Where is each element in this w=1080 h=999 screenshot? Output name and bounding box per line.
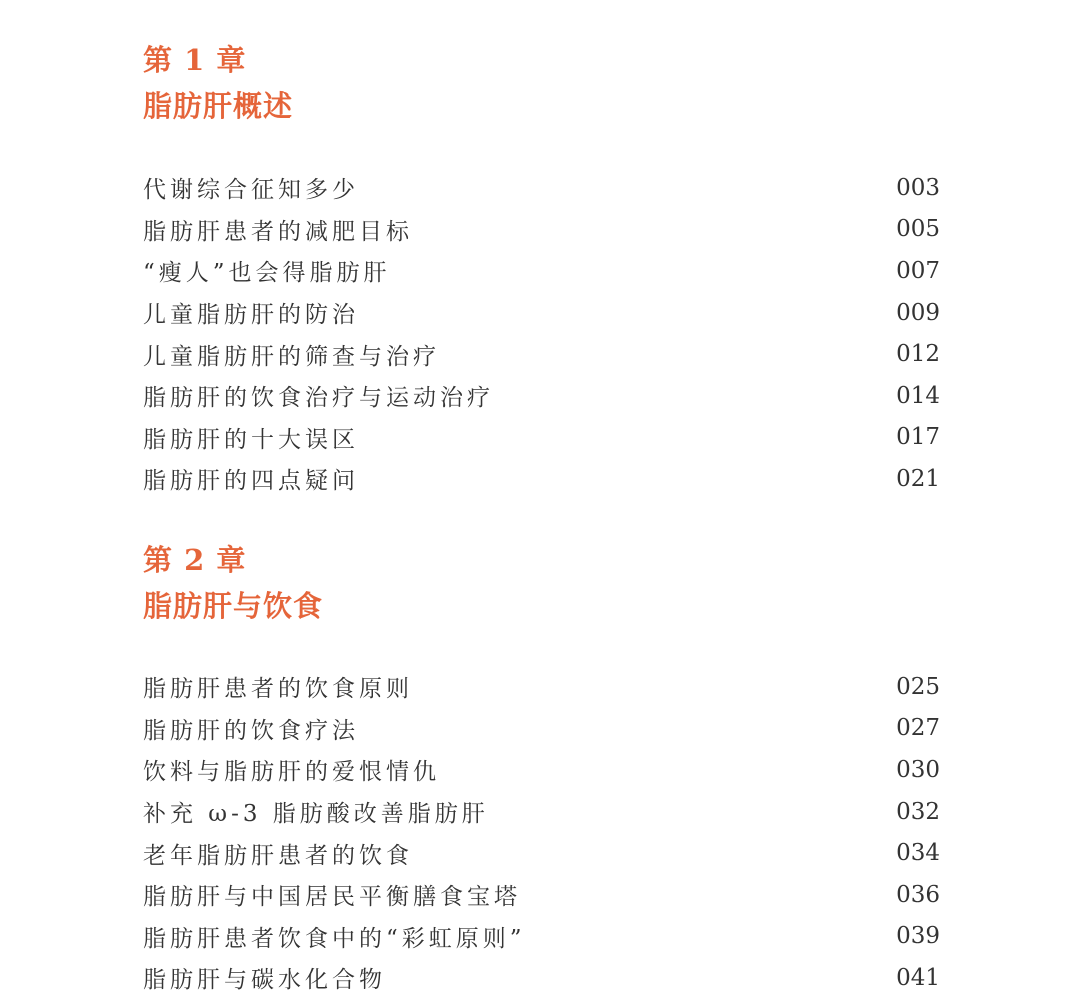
toc-entry-title: 脂肪肝的饮食疗法 bbox=[143, 717, 359, 744]
toc-entry[interactable] bbox=[143, 417, 940, 459]
chapter-2-entries bbox=[143, 666, 940, 999]
toc-entry-title: 脂肪肝患者饮食中的“彩虹原则” bbox=[143, 925, 526, 952]
toc-entry-title: 补充 ω-3 脂肪酸改善脂肪肝 bbox=[143, 801, 489, 828]
toc-entry-page: 012 bbox=[896, 341, 940, 368]
toc-entry-title: 代谢综合征知多少 bbox=[143, 177, 359, 204]
toc-entry[interactable] bbox=[143, 708, 940, 750]
toc-entry-title: 脂肪肝的四点疑问 bbox=[143, 468, 359, 495]
toc-entry[interactable] bbox=[143, 666, 940, 708]
toc-entry-page: 034 bbox=[896, 840, 940, 867]
chapter-title: 脂肪肝概述 bbox=[143, 89, 294, 123]
toc-entry-page: 005 bbox=[896, 216, 940, 243]
toc-entry-title: 饮料与脂肪肝的爱恨情仇 bbox=[143, 759, 440, 786]
toc-entry-title: 老年脂肪肝患者的饮食 bbox=[143, 842, 413, 869]
toc-entry[interactable] bbox=[143, 375, 940, 417]
toc-entry[interactable] bbox=[143, 167, 940, 209]
toc-entry[interactable] bbox=[143, 957, 940, 999]
toc-entry[interactable] bbox=[143, 791, 940, 833]
toc-entry[interactable] bbox=[143, 916, 940, 958]
toc-entry-page: 007 bbox=[896, 257, 940, 284]
toc-entry-page: 021 bbox=[896, 465, 940, 492]
chapter-2-header bbox=[143, 540, 943, 626]
toc-entry-page: 003 bbox=[896, 174, 940, 201]
toc-entry-title: 儿童脂肪肝的筛查与治疗 bbox=[143, 343, 440, 370]
toc-entry-page: 027 bbox=[896, 715, 940, 742]
toc-entry[interactable] bbox=[143, 832, 940, 874]
toc-entry[interactable] bbox=[143, 250, 940, 292]
toc-entry-page: 025 bbox=[896, 673, 940, 700]
toc-entry-page: 032 bbox=[896, 798, 940, 825]
toc-entry[interactable] bbox=[143, 209, 940, 251]
toc-entry-title: 脂肪肝患者的饮食原则 bbox=[143, 676, 413, 703]
toc-entry-page: 041 bbox=[896, 964, 940, 991]
toc-entry[interactable] bbox=[143, 333, 940, 375]
toc-entry[interactable] bbox=[143, 874, 940, 916]
toc-entry-title: 脂肪肝的十大误区 bbox=[143, 426, 359, 453]
toc-entry[interactable] bbox=[143, 749, 940, 791]
toc-entry-page: 039 bbox=[896, 923, 940, 950]
chapter-1-entries bbox=[143, 167, 940, 500]
toc-entry-page: 009 bbox=[896, 299, 940, 326]
chapter-title: 脂肪肝与饮食 bbox=[143, 589, 324, 623]
chapter-1-header bbox=[143, 40, 943, 126]
toc-entry[interactable] bbox=[143, 292, 940, 334]
toc-entry[interactable] bbox=[143, 458, 940, 500]
toc-entry-title: “瘦人”也会得脂肪肝 bbox=[143, 260, 391, 287]
toc-entry-title: 脂肪肝的饮食治疗与运动治疗 bbox=[143, 385, 494, 412]
toc-entry-page: 030 bbox=[896, 756, 940, 783]
chapter-number: 第 2 章 bbox=[143, 543, 247, 577]
toc-entry-page: 014 bbox=[896, 382, 940, 409]
toc-entry-page: 036 bbox=[896, 881, 940, 908]
toc-entry-title: 脂肪肝与中国居民平衡膳食宝塔 bbox=[143, 884, 521, 911]
toc-entry-page: 017 bbox=[896, 424, 940, 451]
toc-entry-title: 脂肪肝与碳水化合物 bbox=[143, 967, 386, 994]
toc-entry-title: 儿童脂肪肝的防治 bbox=[143, 302, 359, 329]
toc-entry-title: 脂肪肝患者的减肥目标 bbox=[143, 218, 413, 245]
chapter-number: 第 1 章 bbox=[143, 43, 247, 77]
